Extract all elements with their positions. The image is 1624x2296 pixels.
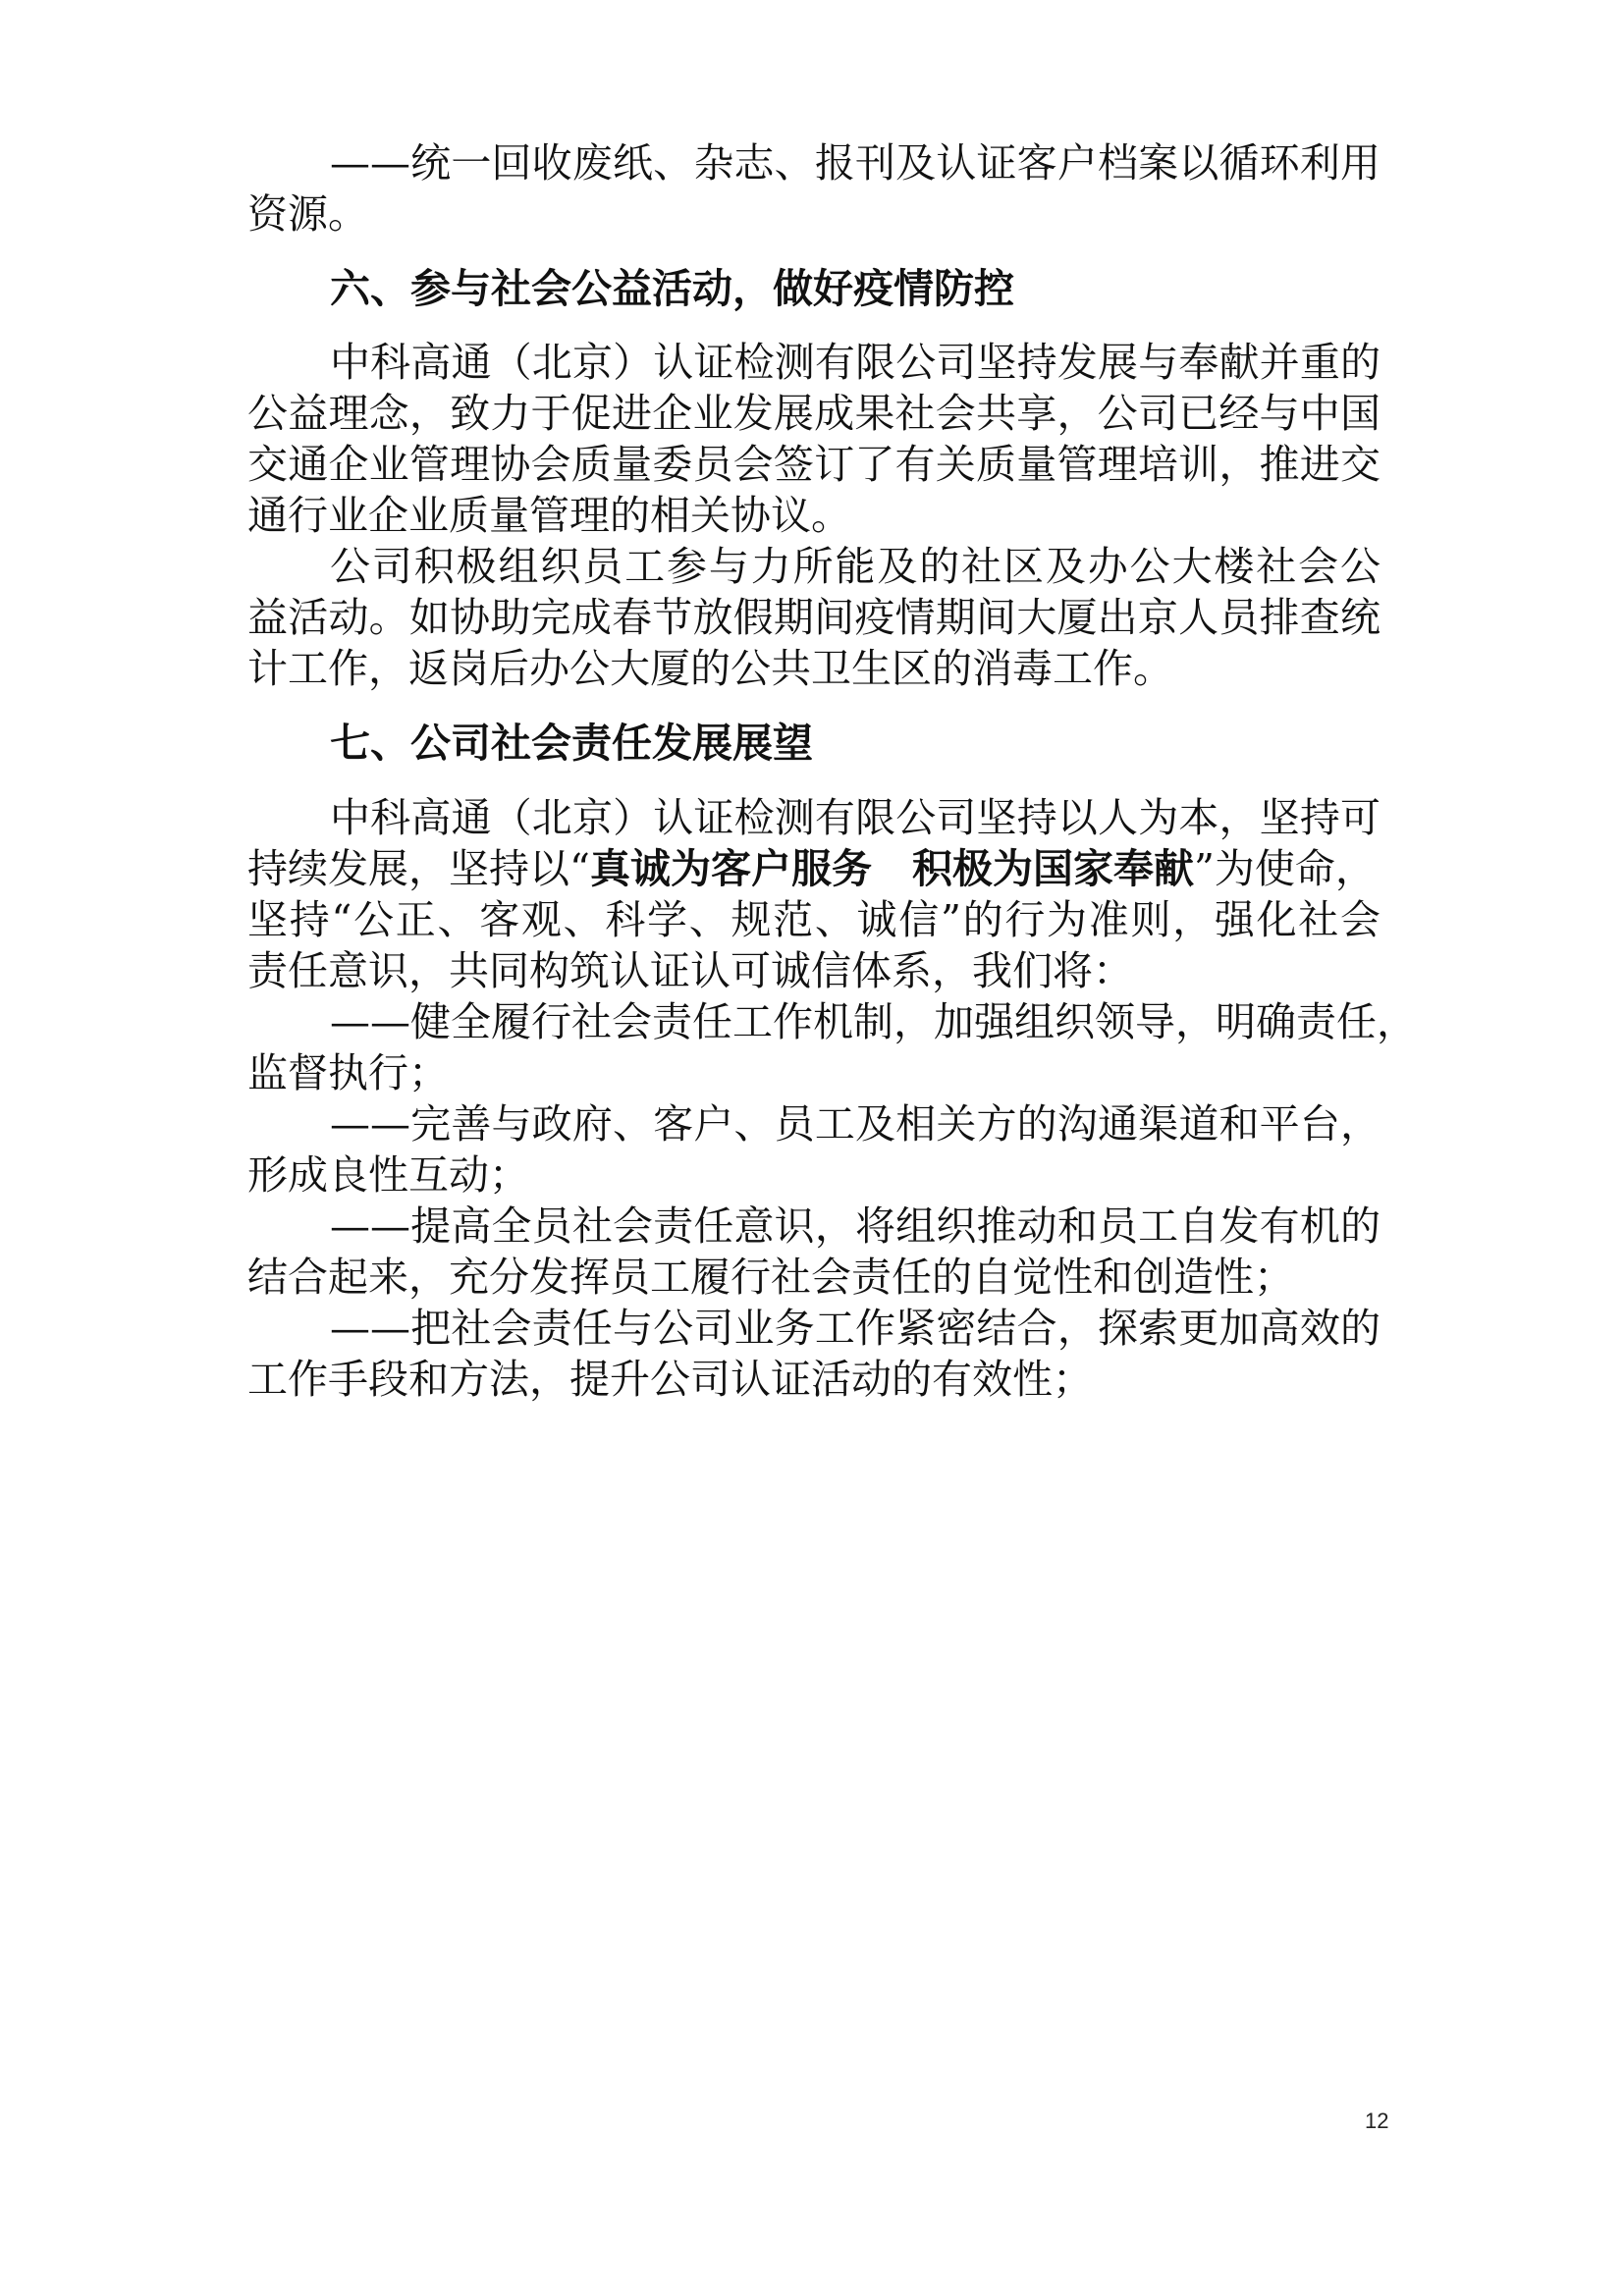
body-text-line: ——统一回收废纸、杂志、报刊及认证客户档案以循环利用 [330, 139, 1380, 187]
body-text-line [247, 841, 1376, 896]
list-item-line: ——把社会责任与公司业务工作紧密结合，探索更加高效的 [330, 1305, 1380, 1352]
body-text-line: 公益理念，致力于促进企业发展成果社会共享，公司已经与中国 [247, 390, 1380, 437]
mission-statement: 真诚为客户服务 积极为国家奉献 [589, 845, 1194, 892]
list-item-line: 形成良性互动； [247, 1151, 529, 1199]
page-number: 12 [1365, 2109, 1389, 2133]
body-text-line: 责任意识，共同构筑认证认可诚信体系，我们将： [247, 947, 1133, 994]
body-text-line: 资源。 [247, 190, 368, 238]
list-item-line: ——健全履行社会责任工作机制，加强组织领导，明确责任， [330, 998, 1417, 1045]
body-text-line: 计工作，返岗后办公大厦的公共卫生区的消毒工作。 [247, 645, 1173, 692]
body-text-line: 公司积极组织员工参与力所能及的社区及办公大楼社会公 [330, 543, 1380, 590]
list-item-line: 工作手段和方法，提升公司认证活动的有效性； [247, 1356, 1093, 1403]
body-text-segment: 持续发展，坚持以“ [247, 845, 590, 892]
body-text-line: 中科高通（北京）认证检测有限公司坚持发展与奉献并重的 [330, 339, 1380, 386]
body-text-line: 中科高通（北京）认证检测有限公司坚持以人为本，坚持可 [330, 794, 1380, 841]
section-heading: 七、公司社会责任发展展望 [330, 720, 813, 767]
list-item-line: ——完善与政府、客户、员工及相关方的沟通渠道和平台， [330, 1100, 1380, 1148]
list-item-line: 结合起来，充分发挥员工履行社会责任的自觉性和创造性； [247, 1254, 1294, 1301]
body-text-line: 坚持“公正、客观、科学、规范、诚信”的行为准则，强化社会 [247, 896, 1380, 943]
section-heading: 六、参与社会公益活动，做好疫情防控 [330, 265, 1014, 312]
body-text-line: 交通企业管理协会质量委员会签订了有关质量管理培训，推进交 [247, 441, 1380, 488]
list-item-line: ——提高全员社会责任意识，将组织推动和员工自发有机的 [330, 1202, 1380, 1250]
list-item-line: 监督执行； [247, 1049, 449, 1096]
body-text-line: 益活动。如协助完成春节放假期间疫情期间大厦出京人员排查统 [247, 594, 1380, 641]
body-text-segment: ”为使命， [1193, 845, 1376, 892]
body-text-line: 通行业企业质量管理的相关协议。 [247, 492, 851, 539]
